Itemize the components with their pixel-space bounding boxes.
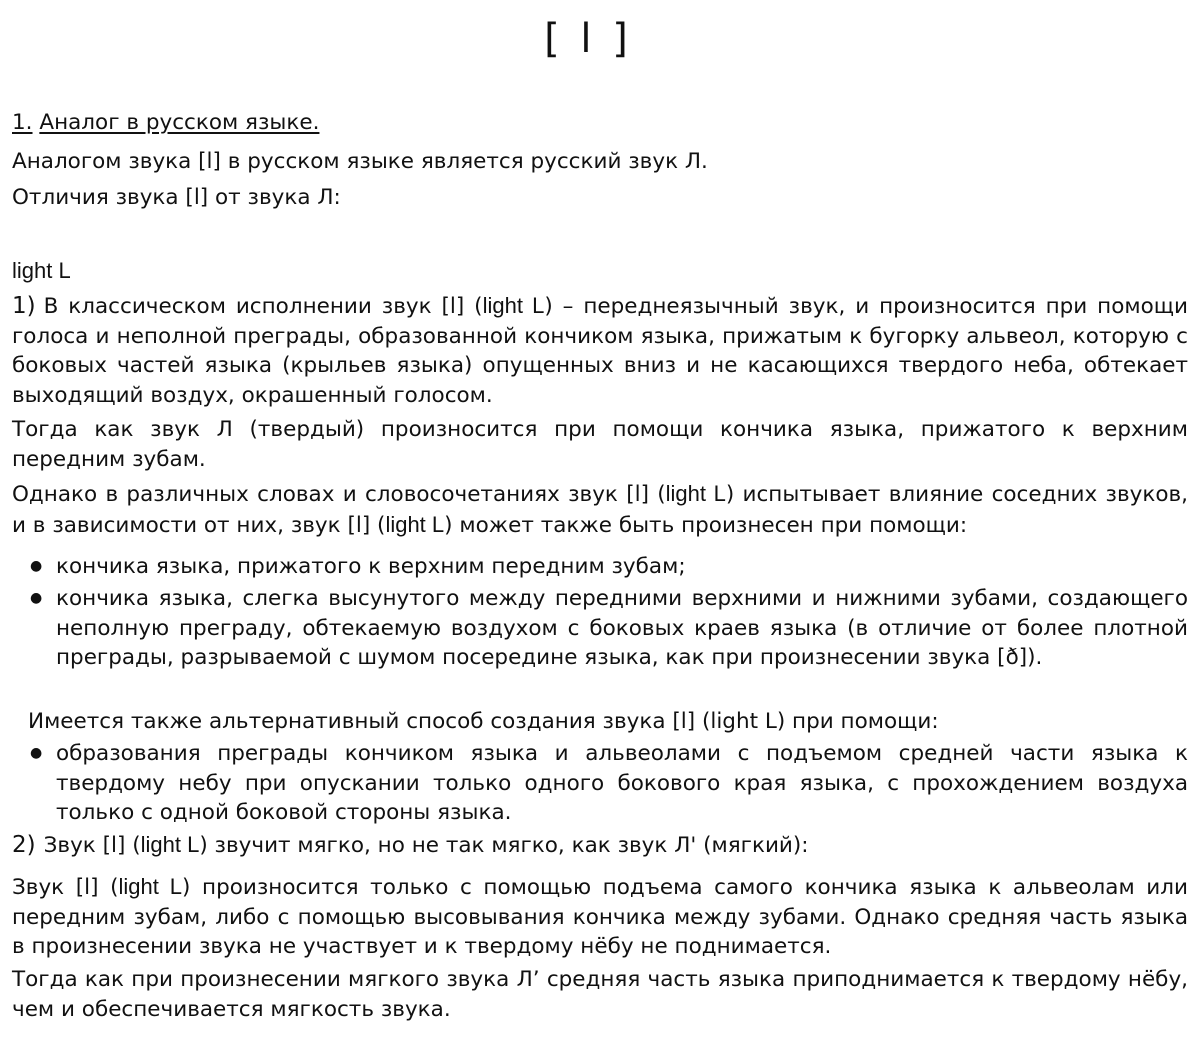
however-text-c: ) испытывает влияние соседних звуков, и в зависимости от них, звук [l] ( (12, 482, 1188, 538)
item-1-paragraph (12, 291, 1188, 410)
bullet-icon: ● (30, 590, 43, 606)
page-title: [ l ] (544, 16, 632, 62)
tip-latin: light L (118, 874, 183, 899)
however-latin-1: light L (665, 481, 726, 506)
differences-paragraph: Отличия звука [l] от звука Л: (12, 185, 341, 210)
alternative-paragraph: Имеется также альтернативный способ создания звука [l] (light L) при помощи: (28, 709, 939, 734)
light-l-heading: light L (12, 258, 71, 283)
item-2-paragraph (12, 830, 1188, 861)
analog-paragraph: Аналогом звука [l] в русском языке является русский звук Л. (12, 149, 708, 174)
tip-paragraph (12, 872, 1188, 962)
item-number: 2) (12, 832, 36, 858)
however-text-a: Однако в различных словах и словосочетаниях звук [l] ( (12, 482, 666, 507)
section-heading (12, 108, 1188, 138)
item-2-latin: light L (140, 832, 200, 857)
list-item: образования преграды кончиком языка и альвеолами с подъемом средней части языка к твердому небу при опускании только одного бокового края языка, с прохождением воздуха только с одной боковой стороны языка. (56, 741, 1188, 825)
soft-l-paragraph: Тогда как при произнесении мягкого звука Л’ средняя часть языка приподнимается к твердому нёбу, чем и обеспечивается мягкость звука. (12, 967, 1188, 1022)
bullet-icon: ● (30, 558, 43, 574)
however-text-e: ) может также быть произнесен при помощи: (444, 512, 968, 538)
bullet-icon: ● (30, 745, 43, 761)
item-1-text-a: В классическом исполнении звук [l] ( (43, 294, 483, 319)
tip-text-c: ) произносится только с помощью подъема самого кончика языка к альвеолам или передним зубам, либо с помощью высовывания кончика между зубами. Однако средняя часть языка в произнесении звука не участвует и к твердому нёбу не поднимается. (12, 875, 1188, 959)
item-number: 1) (12, 293, 36, 319)
item-2-text-c: ) звучит мягко, но не так мягко, как звук Л' (мягкий): (199, 833, 809, 858)
however-latin-2: light L (385, 511, 445, 537)
item-1-latin: light L (482, 293, 545, 318)
tip-text-a: Звук [l] ( (12, 875, 119, 900)
list-item: кончика языка, прижатого к верхним передним зубам; (56, 554, 686, 579)
list-item: кончика языка, слегка высунутого между передними верхними и нижними зубами, создающего неполную преграду, обтекаемую воздухом с боковых краев языка (в отличие от более плотной преграды, разрываемой с шумом посередине языка, как при произнесении звука [ð]). (56, 586, 1188, 670)
hard-l-paragraph: Тогда как звук Л (твердый) произносится при помощи кончика языка, прижатого к верхним передним зубам. (12, 417, 1188, 472)
however-paragraph (12, 479, 1188, 540)
item-2-text-a: Звук [l] ( (43, 833, 141, 858)
section-number: 1. (12, 110, 33, 135)
item-1-text-c: ) – переднеязычный звук, и произносится при помощи голоса и неполной преграды, образованной кончиком языка, прижатым к бугорку альвеол, которую с боковых частей языка (крыльев языка) опущенных вниз и не касающихся твердого неба, обтекает выходящий воздух, окрашенный голосом. (12, 294, 1188, 408)
section-title: Аналог в русском языке. (39, 110, 320, 135)
